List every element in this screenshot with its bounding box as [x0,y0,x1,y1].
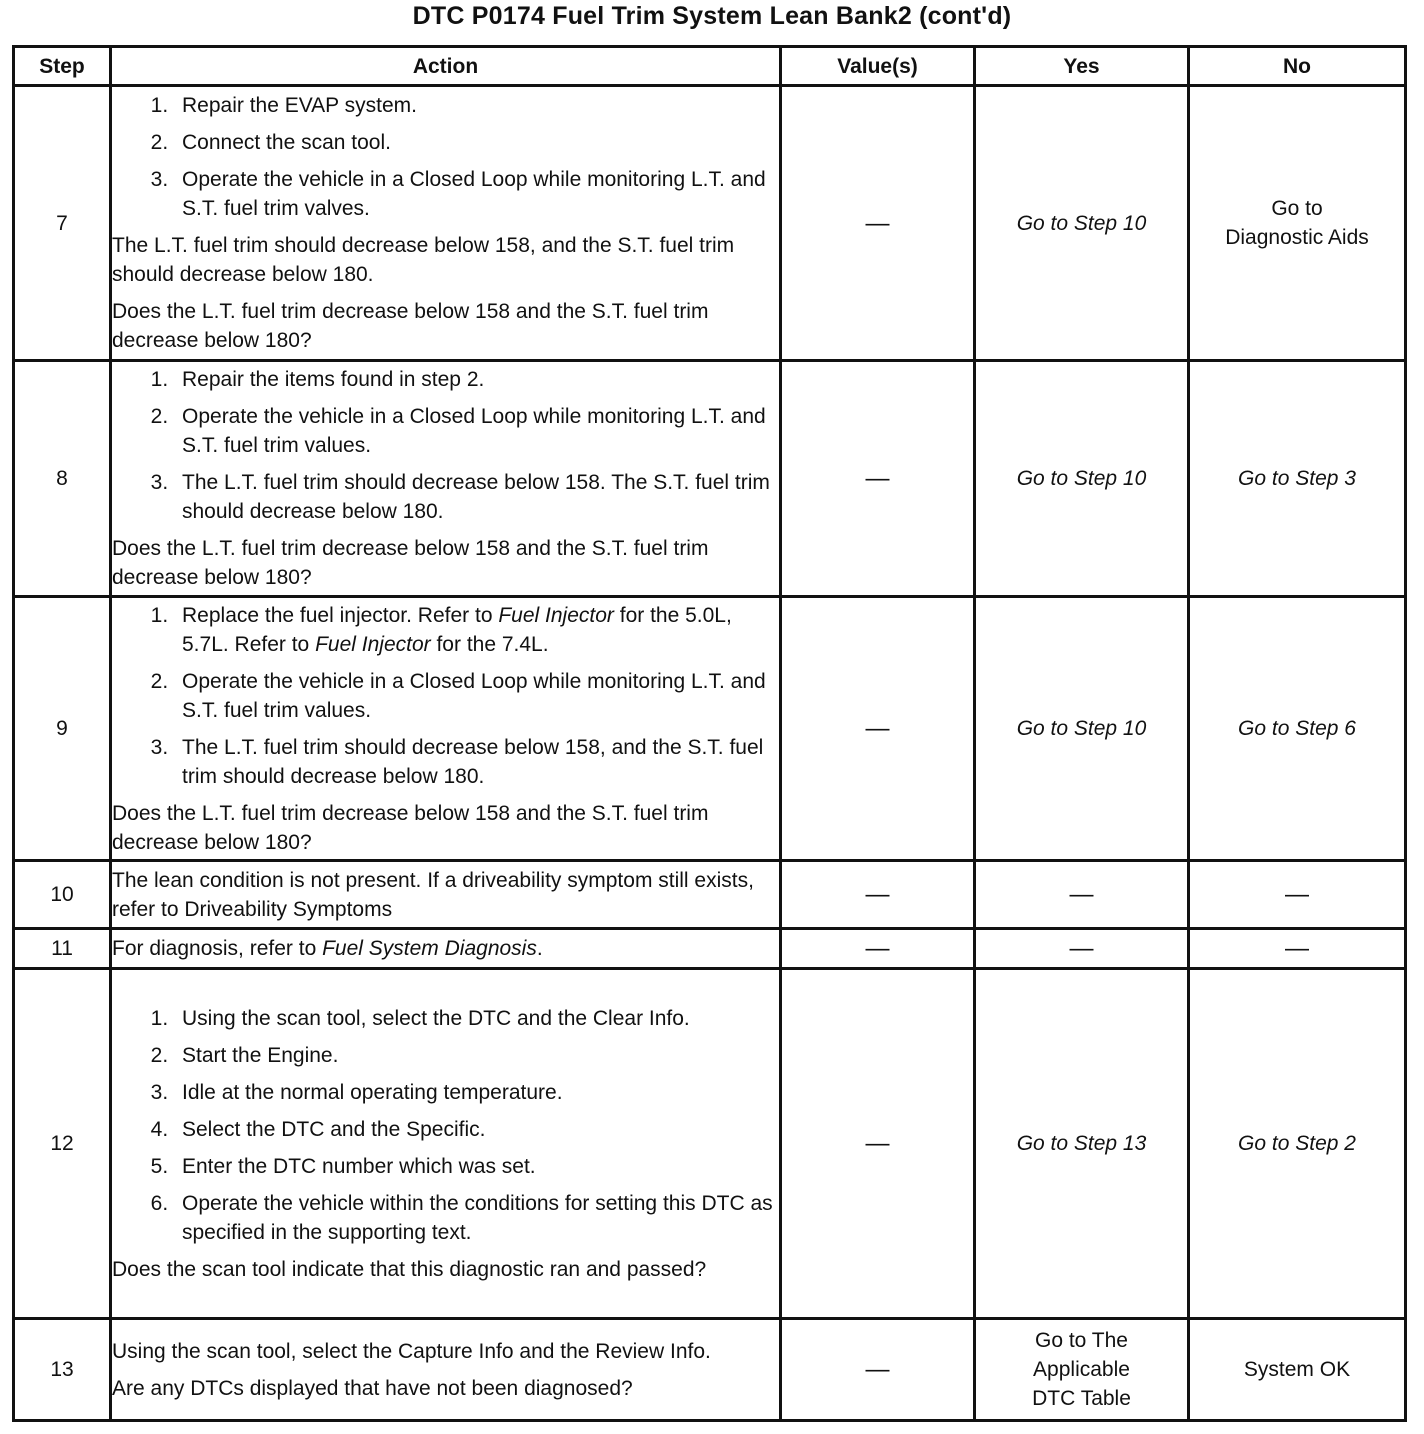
yes-cell: Go to Step 10 [975,597,1189,861]
diagnostic-table [12,45,1407,1422]
action-question: Does the scan tool indicate that this diagnostic ran and passed? [112,1257,707,1281]
value-cell: — [781,861,975,929]
table-header-row [14,47,1406,86]
no-cell [1189,86,1406,361]
action-item: 2. Operate the vehicle in a Closed Loop while monitoring L.T. and S.T. fuel trim values. [174,667,779,725]
value-cell: — [781,86,975,361]
action-list [112,601,779,791]
no-line: Go to [1271,197,1323,220]
table-row-step-7 [14,86,1406,361]
action-item: 6. Operate the vehicle within the conditions for setting this DTC as specified in the supporting text. [174,1189,779,1247]
action-item: 5. Enter the DTC number which was set. [174,1152,779,1181]
no-cell: Go to Step 6 [1189,597,1406,861]
action-item: 3. Operate the vehicle in a Closed Loop while monitoring L.T. and S.T. fuel trim valves. [174,165,779,223]
value-cell: — [781,929,975,969]
step-number: 11 [14,929,111,969]
yes-cell [975,1319,1189,1421]
action-list [112,91,779,223]
action-list [112,365,779,526]
yes-line: Go to The [1034,1329,1128,1352]
table-row-step-9 [14,597,1406,861]
action-item: 4. Select the DTC and the Specific. [174,1115,779,1144]
action-item: 1. Replace the fuel injector. Refer to Fuel Injector for the 5.0L, 5.7L. Refer to Fuel Injector for the 7.4L. [174,601,779,659]
no-cell: — [1189,929,1406,969]
step-number: 8 [14,361,111,597]
no-cell: System OK [1189,1319,1406,1421]
yes-cell: Go to Step 13 [975,969,1189,1319]
table-row-step-8 [14,361,1406,597]
step-number: 9 [14,597,111,861]
value-cell: — [781,361,975,597]
step-number: 13 [14,1319,111,1421]
fuel-injector-reference[interactable]: Fuel Injector [315,632,431,656]
header-step: Step [14,47,111,86]
page-title: DTC P0174 Fuel Trim System Lean Bank2 (cont'd) [412,2,1012,30]
action-cell [111,1319,781,1421]
table-row-step-11 [14,929,1406,969]
table-row-step-10 [14,861,1406,929]
action-cell: For diagnosis, refer to Fuel System Diagnosis. [111,929,781,969]
action-note: The L.T. fuel trim should decrease below 158, and the S.T. fuel trim should decrease below 180. [112,234,735,286]
yes-line: Applicable [1033,1358,1130,1381]
action-item: 3. The L.T. fuel trim should decrease below 158. The S.T. fuel trim should decrease below 180. [174,468,779,526]
step-number: 10 [14,861,111,929]
action-question: Does the L.T. fuel trim decrease below 158 and the S.T. fuel trim decrease below 180? [112,300,709,352]
header-values: Value(s) [781,47,975,86]
yes-cell: — [975,929,1189,969]
table-row-step-13 [14,1319,1406,1421]
table-row-step-12 [14,969,1406,1319]
fuel-injector-reference[interactable]: Fuel Injector [498,603,614,627]
action-cell [111,361,781,597]
no-line: Diagnostic Aids [1225,226,1369,249]
action-note: Using the scan tool, select the Capture Info and the Review Info. [112,1339,711,1363]
action-cell [111,86,781,361]
header-yes: Yes [975,47,1189,86]
no-cell: Go to Step 3 [1189,361,1406,597]
action-question: Does the L.T. fuel trim decrease below 158 and the S.T. fuel trim decrease below 180? [112,801,709,854]
no-cell: Go to Step 2 [1189,969,1406,1319]
fuel-system-diagnosis-reference[interactable]: Fuel System Diagnosis [322,937,537,960]
step-number: 12 [14,969,111,1319]
action-item: 2. Start the Engine. [174,1041,779,1070]
action-item: 1. Repair the EVAP system. [174,91,779,120]
action-cell [111,597,781,861]
action-question: Does the L.T. fuel trim decrease below 158 and the S.T. fuel trim decrease below 180? [112,537,709,589]
value-cell: — [781,597,975,861]
step-number: 7 [14,86,111,361]
action-question: Are any DTCs displayed that have not been diagnosed? [112,1376,633,1400]
action-cell [111,969,781,1319]
yes-line: DTC Table [1032,1387,1131,1410]
yes-cell: Go to Step 10 [975,361,1189,597]
no-cell: — [1189,861,1406,929]
action-item: 2. Connect the scan tool. [174,128,779,157]
header-no: No [1189,47,1406,86]
action-item: 1. Using the scan tool, select the DTC and the Clear Info. [174,1004,779,1033]
action-cell: The lean condition is not present. If a driveability symptom still exists, refer to Driveability Symptoms [111,861,781,929]
action-item: 2. Operate the vehicle in a Closed Loop while monitoring L.T. and S.T. fuel trim values. [174,402,779,460]
action-item: 3. Idle at the normal operating temperature. [174,1078,779,1107]
action-item: 3. The L.T. fuel trim should decrease below 158, and the S.T. fuel trim should decrease below 180. [174,733,779,791]
yes-cell: Go to Step 10 [975,86,1189,361]
action-item: 1. Repair the items found in step 2. [174,365,779,394]
header-action: Action [111,47,781,86]
value-cell: — [781,1319,975,1421]
action-list [112,1004,779,1247]
value-cell: — [781,969,975,1319]
yes-cell: — [975,861,1189,929]
